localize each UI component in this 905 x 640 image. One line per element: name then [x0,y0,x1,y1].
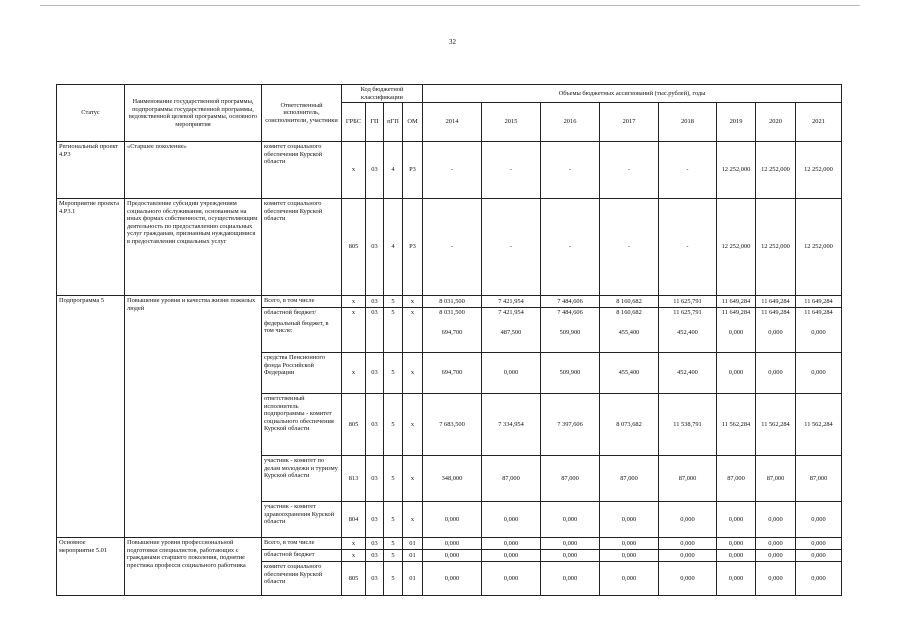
header-year: 2020 [756,103,796,142]
om-cell: Р3 [403,199,423,296]
value-sub: 487,500 [500,328,522,336]
value: 11 625,791 [673,309,702,317]
value-cell: 0,000 [717,538,756,550]
value-sub: 0,000 [728,328,744,336]
value-cell: 0,000 [659,538,717,550]
value-cell: 0,000 [482,353,541,394]
value-cell [423,308,482,353]
responsible-cell: участник - комитет по делам молодежи и туризму Курской области [262,456,342,502]
value-cell: 0,000 [600,502,659,538]
om-cell: х [403,353,423,394]
responsible-cell: участник - комитет здравоохранения Курской области [262,502,342,538]
value-cell: 87,000 [600,456,659,502]
gp-cell: 03 [366,550,384,562]
name-cell: Повышение уровня профессиональной подготовки специалистов, работающих с гражданами старшего поколения, поднятие престижа професси социального работника [125,538,262,596]
grbs-cell: х [342,142,366,199]
value-cell: 11 649,284 [717,296,756,308]
responsible-sub-line: федеральный бюджет, в том числе: [264,319,329,335]
grbs-cell: 805 [342,394,366,456]
pgp-cell: 5 [384,562,403,596]
table-row [57,199,842,296]
value-sub: 452,400 [677,328,698,336]
responsible-cell: Всего, в том числе [262,296,342,308]
value-sub: 509,900 [559,328,581,336]
value-cell: 12 252,000 [756,199,796,296]
value-cell: 0,000 [717,550,756,562]
value-cell: 87,000 [659,456,717,502]
header-year: 2018 [659,103,717,142]
value-cell [600,308,659,353]
value-cell [717,308,756,353]
value-cell: 11 625,791 [659,296,717,308]
value-cell: 0,000 [756,562,796,596]
grbs-cell: х [342,296,366,308]
value-cell: 12 252,000 [717,142,756,199]
om-cell: Р3 [403,142,423,199]
value-cell: 7 397,606 [541,394,600,456]
value: 11 649,284 [721,309,751,317]
responsible-cell [262,308,342,353]
value-cell [482,308,541,353]
value: 8 160,682 [616,309,642,317]
value-cell: 0,000 [600,550,659,562]
gp-cell: 03 [366,308,384,353]
status-cell: Мероприятие проекта 4.Р3.1 [57,199,125,296]
value-cell: 11 562,284 [756,394,796,456]
value-cell: 0,000 [796,353,842,394]
header-pgp: пГП [384,103,403,142]
pgp-cell: 5 [384,502,403,538]
status-cell: Региональный проект 4.Р3 [57,142,125,199]
gp-cell: 03 [366,538,384,550]
budget-table [56,84,842,596]
header-year: 2021 [796,103,842,142]
table-row [57,142,842,199]
value-cell: 0,000 [659,562,717,596]
header-budget-code: Код бюджетной классификации [342,85,423,103]
status-cell: Подпрограмма 5 [57,296,125,538]
value-cell: 0,000 [756,353,796,394]
value-cell: 0,000 [717,502,756,538]
value-cell: 0,000 [756,550,796,562]
value-cell: 694,700 [423,353,482,394]
value-cell: 12 252,000 [756,142,796,199]
value-cell: 0,000 [796,562,842,596]
grbs-cell: 813 [342,456,366,502]
value-cell: 11 562,284 [717,394,756,456]
value-cell: 7 334,954 [482,394,541,456]
value-cell: 8 073,682 [600,394,659,456]
value-cell: 12 252,000 [717,199,756,296]
grbs-cell: х [342,550,366,562]
value-cell: 0,000 [482,550,541,562]
gp-cell: 03 [366,502,384,538]
value-cell: 0,000 [717,562,756,596]
pgp-cell: 5 [384,550,403,562]
value-cell: 7 421,954 [482,296,541,308]
value-cell [796,308,842,353]
responsible-cell: ответственный исполнитель подпрограммы - комитет социального обеспечения Курской области [262,394,342,456]
om-cell: х [403,456,423,502]
value-cell: 0,000 [541,502,600,538]
responsible-cell: средства Пенсионного фонда Российской Федерации [262,353,342,394]
value-cell: 0,000 [659,550,717,562]
value-cell: - [541,142,600,199]
value-cell: 0,000 [482,562,541,596]
responsible-cell: комитет социального обеспечения Курской области [262,142,342,199]
value-cell: - [423,142,482,199]
value-cell: 0,000 [423,502,482,538]
value-cell: 0,000 [541,562,600,596]
value-cell: 452,400 [659,353,717,394]
om-cell: х [403,308,423,353]
value-cell: 11 538,791 [659,394,717,456]
grbs-cell: х [342,353,366,394]
header-name: Наименование государственной программы, подпрограммы государственной программы, ведомственной целевой программы, основного мероприятия [125,85,262,142]
gp-cell: 03 [366,562,384,596]
value-cell: - [600,199,659,296]
pgp-cell: 5 [384,353,403,394]
header-gp: ГП [366,103,384,142]
value-cell: 0,000 [541,550,600,562]
value-cell: 0,000 [756,538,796,550]
value-cell: 0,000 [423,538,482,550]
om-cell: 01 [403,538,423,550]
grbs-cell: х [342,538,366,550]
header-volumes: Объемы бюджетных ассигнований (тыс.рублей), годы [423,85,842,103]
grbs-cell: х [342,308,366,353]
status-cell: Основное мероприятие 5.01 [57,538,125,596]
value-cell: 8 160,682 [600,296,659,308]
value-cell: - [600,142,659,199]
value-cell: 7 484,606 [541,296,600,308]
value-cell: 12 252,000 [796,199,842,296]
grbs-cell: 804 [342,502,366,538]
om-cell: х [403,394,423,456]
value-cell: - [423,199,482,296]
value-cell: 0,000 [796,550,842,562]
name-cell: Повышение уровня и качества жизни пожилых людей [125,296,262,538]
top-rule [40,5,860,6]
pgp-cell: 5 [384,296,403,308]
header-om: ОМ [403,103,423,142]
gp-cell: 03 [366,142,384,199]
value-cell: 12 252,000 [796,142,842,199]
gp-cell: 03 [366,394,384,456]
value-cell: 0,000 [423,550,482,562]
value-cell: 509,900 [541,353,600,394]
pgp-cell: 5 [384,538,403,550]
responsible-cell: областной бюджет [262,550,342,562]
pgp-cell: 4 [384,142,403,199]
value-cell: 0,000 [423,562,482,596]
value-cell: 0,000 [659,502,717,538]
value-cell: 0,000 [600,538,659,550]
value-cell: 455,400 [600,353,659,394]
responsible-cell: комитет социального обеспечения Курской области [262,199,342,296]
responsible-cell: комитет социального обеспечения Курской области [262,562,342,596]
value: 11 649,284 [804,309,833,317]
value-cell: - [482,199,541,296]
value-cell: 8 031,500 [423,296,482,308]
pgp-cell: 5 [384,456,403,502]
header-grbs: ГРБС [342,103,366,142]
value-cell [541,308,600,353]
grbs-cell: 805 [342,199,366,296]
value-cell: 7 683,500 [423,394,482,456]
value-cell: 87,000 [796,456,842,502]
header-year: 2017 [600,103,659,142]
value-cell [756,308,796,353]
value: 7 421,954 [498,309,524,317]
value-cell: 11 649,284 [796,296,842,308]
header-responsible: Ответственный исполнитель, соисполнители, участники [262,85,342,142]
gp-cell: 03 [366,456,384,502]
value-cell: 0,000 [541,538,600,550]
header-year: 2019 [717,103,756,142]
header-row-1 [57,85,842,103]
header-year: 2015 [482,103,541,142]
value-cell: 0,000 [717,353,756,394]
value-cell: 0,000 [756,502,796,538]
grbs-cell: 805 [342,562,366,596]
value-cell: 0,000 [482,538,541,550]
value-cell: - [541,199,600,296]
om-cell: 01 [403,562,423,596]
value-sub: 455,400 [618,328,640,336]
value-cell: 0,000 [482,502,541,538]
name-cell: Предоставление субсидии учреждениям социального обслуживания, основанным на иных формах собственности, осуществляющим деятельность по предоставлению социальных услуг гражданам, признанным нуждающимися в предоставлении социальных услуг [125,199,262,296]
gp-cell: 03 [366,296,384,308]
table-row [57,538,842,550]
om-cell: х [403,502,423,538]
value: 8 031,500 [439,309,465,317]
om-cell: х [403,296,423,308]
pgp-cell: 5 [384,308,403,353]
om-cell: 01 [403,550,423,562]
header-status: Статус [57,85,125,142]
value-cell: 87,000 [717,456,756,502]
value-cell: - [659,199,717,296]
value-cell [659,308,717,353]
value-cell: 0,000 [796,538,842,550]
value: 7 484,606 [557,309,583,317]
value-cell: 0,000 [600,562,659,596]
gp-cell: 03 [366,353,384,394]
value-sub: 694,700 [441,328,463,336]
value-cell: 11 562,284 [796,394,842,456]
pgp-cell: 5 [384,394,403,456]
value-cell: 87,000 [541,456,600,502]
value-cell: 87,000 [756,456,796,502]
name-cell: «Старшее поколение» [125,142,262,199]
value-cell: 348,000 [423,456,482,502]
header-year: 2016 [541,103,600,142]
value-cell: 11 649,284 [756,296,796,308]
header-year: 2014 [423,103,482,142]
value-sub: 0,000 [811,328,826,336]
page-number: 32 [449,38,456,46]
value-cell: 87,000 [482,456,541,502]
value-cell: 0,000 [796,502,842,538]
table-row [57,296,842,308]
value: 11 649,284 [761,309,790,317]
responsible-cell: Всего, в том числе [262,538,342,550]
value-cell: - [482,142,541,199]
value-cell: - [659,142,717,199]
pgp-cell: 4 [384,199,403,296]
responsible-line: областной бюджет/ [264,309,317,317]
gp-cell: 03 [366,199,384,296]
value-sub: 0,000 [768,328,783,336]
